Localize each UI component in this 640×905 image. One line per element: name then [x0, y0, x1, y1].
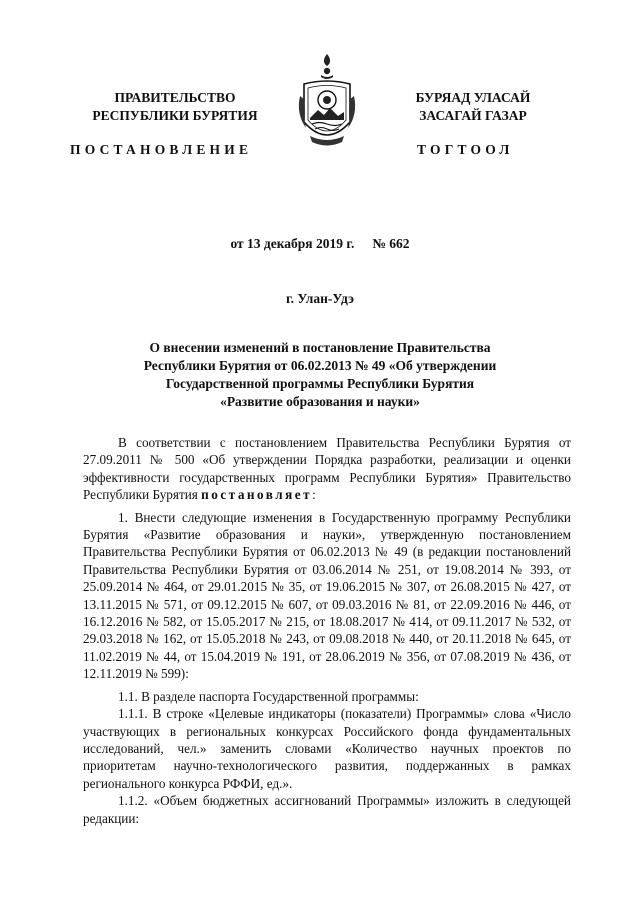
government-header-russian	[70, 89, 280, 125]
title-line-4: «Развитие образования и науки»	[220, 394, 420, 409]
preamble-text: В соответствии с постановлением Правительства Республики Бурятия от 27.09.2011 № 500 «Об утверждении Порядка разработки, реализации и оценки эффективности государственных программ Республики Бурятия» Правительство Республики Бурятия	[83, 435, 571, 503]
decree-date: от 13 декабря 2019 г.	[230, 236, 355, 251]
paragraph-1-1-2: 1.1.2. «Объем бюджетных ассигнований Программы» изложить в следующей редакции:	[83, 793, 571, 826]
resolve-keyword: постановляет	[201, 487, 313, 503]
header-left-line1: ПРАВИТЕЛЬСТВО	[114, 90, 236, 105]
decree-date-line	[0, 236, 640, 252]
title-line-3: Государственной программы Республики Бурятия	[165, 376, 475, 391]
decree-city: г. Улан-Удэ	[286, 291, 354, 306]
coat-of-arms-emblem	[296, 52, 358, 150]
preamble-end: :	[312, 487, 316, 503]
paragraph-1-1-1: 1.1.1. В строке «Целевые индикаторы (показатели) Программы» слова «Число участвующих в региональных конкурсах Российского фонда фундаментальных исследований, чел.» заменить словами «Количество научных проектов по приоритетам научно-технологического развития, поддержанных в рамках регионального конкурса РФФИ, ед.».	[83, 706, 571, 791]
header-left-line2: РЕСПУБЛИКИ БУРЯТИЯ	[92, 108, 258, 123]
decree-number: № 662	[372, 236, 410, 251]
header-right-line2: ЗАСАГАЙ ГАЗАР	[419, 108, 527, 123]
decree-body	[83, 434, 571, 827]
document-type-buryat: ТОГТООЛ	[417, 142, 514, 157]
paragraph-1-1: 1.1. В разделе паспорта Государственной программы:	[118, 688, 419, 704]
title-line-2: Республики Бурятия от 06.02.2013 № 49 «Об утверждении	[143, 358, 497, 373]
government-header-buryat	[368, 89, 578, 125]
decree-title	[90, 339, 550, 411]
preamble-paragraph	[83, 434, 571, 504]
header-right-line1: БУРЯАД УЛАСАЙ	[415, 90, 531, 105]
paragraph-1: 1. Внести следующие изменения в Государственную программу Республики Бурятия «Развитие образования и науки», утвержденную постановлением Правительства Республики Бурятия от 06.02.2013 № 49 (в редакции постановлений Правительства Республики Бурятия от 03.06.2014 № 251, от 19.08.2014 № 393, от 25.09.2014 № 464, от 29.01.2015 № 35, от 19.06.2015 № 307, от 26.08.2015 № 427, от 13.11.2015 № 571, от 09.12.2015 № 607, от 09.03.2016 № 81, от 22.09.2016 № 446, от 16.12.2016 № 582, от 15.05.2017 № 215, от 18.08.2017 № 414, от 09.11.2017 № 532, от 29.03.2018 № 162, от 15.05.2018 № 243, от 09.08.2018 № 440, от 20.11.2018 № 645, от 11.02.2019 № 44, от 15.04.2019 № 191, от 28.06.2019 № 356, от 07.08.2019 № 436, от 12.11.2019 № 599):	[83, 509, 571, 682]
title-line-1: О внесении изменений в постановление Правительства	[149, 340, 491, 355]
document-type-russian: ПОСТАНОВЛЕНИЕ	[70, 142, 253, 157]
